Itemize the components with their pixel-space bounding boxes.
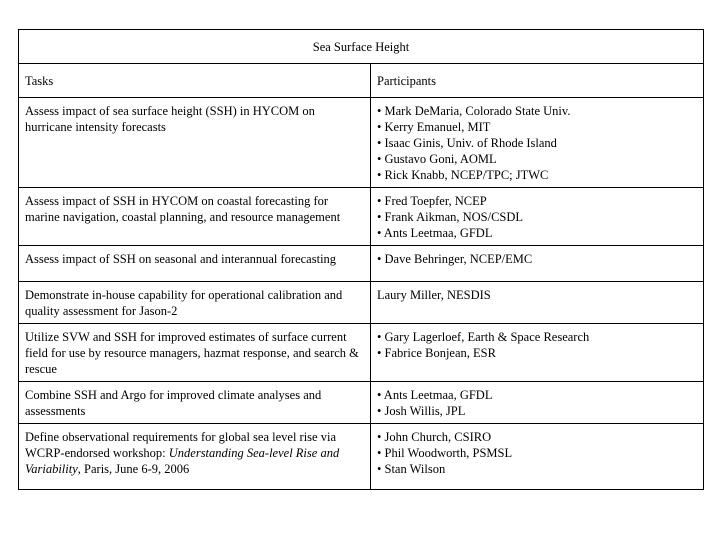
participant: • Gustavo Goni, AOML [377, 152, 497, 166]
participant: • Ants Leetmaa, GFDL [377, 226, 493, 240]
task-text: Define observational requirements for global sea level rise via WCRP-endorsed workshop: [25, 430, 336, 460]
participant: • Isaac Ginis, Univ. of Rhode Island [377, 136, 557, 150]
task-text-end: , Paris, June 6-9, 2006 [77, 462, 190, 476]
participant: • John Church, CSIRO [377, 430, 492, 444]
workshop-title: Understanding Sea-level Rise and Variability [25, 446, 340, 476]
column-header-participants: Participants [371, 64, 704, 98]
table-row [19, 424, 704, 490]
table-header-row [19, 64, 704, 98]
sea-surface-height-table [18, 29, 704, 490]
table-row [19, 282, 704, 324]
task-cell: Utilize SVW and SSH for improved estimates of surface current field for use by resource managers, hazmat response, and search & rescue [19, 324, 371, 382]
participant: • Stan Wilson [377, 462, 446, 476]
table-row [19, 324, 704, 382]
participant: • Josh Willis, JPL [377, 404, 466, 418]
participants-cell [371, 282, 704, 324]
task-cell: Assess impact of SSH in HYCOM on coastal forecasting for marine navigation, coastal planning, and resource management [19, 188, 371, 246]
document-page [18, 29, 703, 499]
table-row [19, 246, 704, 282]
task-cell [19, 424, 371, 490]
task-cell: Combine SSH and Argo for improved climate analyses and assessments [19, 382, 371, 424]
participant: • Mark DeMaria, Colorado State Univ. [377, 104, 571, 118]
participants-cell [371, 382, 704, 424]
participant: • Rick Knabb, NCEP/TPC; JTWC [377, 168, 549, 182]
participant: • Ants Leetmaa, GFDL [377, 388, 493, 402]
task-cell: Assess impact of SSH on seasonal and interannual forecasting [19, 246, 371, 282]
participants-cell [371, 246, 704, 282]
participant: • Gary Lagerloef, Earth & Space Research [377, 330, 590, 344]
participant: • Fred Toepfer, NCEP [377, 194, 487, 208]
participants-cell [371, 188, 704, 246]
table-row [19, 98, 704, 188]
table-row [19, 382, 704, 424]
participant: • Dave Behringer, NCEP/EMC [377, 252, 533, 266]
participants-cell [371, 98, 704, 188]
column-header-tasks: Tasks [19, 64, 371, 98]
task-cell: Assess impact of sea surface height (SSH) in HYCOM on hurricane intensity forecasts [19, 98, 371, 188]
participants-cell [371, 324, 704, 382]
participant: Laury Miller, NESDIS [377, 288, 491, 302]
participant: • Fabrice Bonjean, ESR [377, 346, 496, 360]
table-title: Sea Surface Height [19, 30, 704, 64]
participant: • Frank Aikman, NOS/CSDL [377, 210, 524, 224]
task-cell: Demonstrate in-house capability for operational calibration and quality assessment for Jason-2 [19, 282, 371, 324]
table-row [19, 188, 704, 246]
table-title-row [19, 30, 704, 64]
participants-cell [371, 424, 704, 490]
participant: • Phil Woodworth, PSMSL [377, 446, 513, 460]
participant: • Kerry Emanuel, MIT [377, 120, 491, 134]
